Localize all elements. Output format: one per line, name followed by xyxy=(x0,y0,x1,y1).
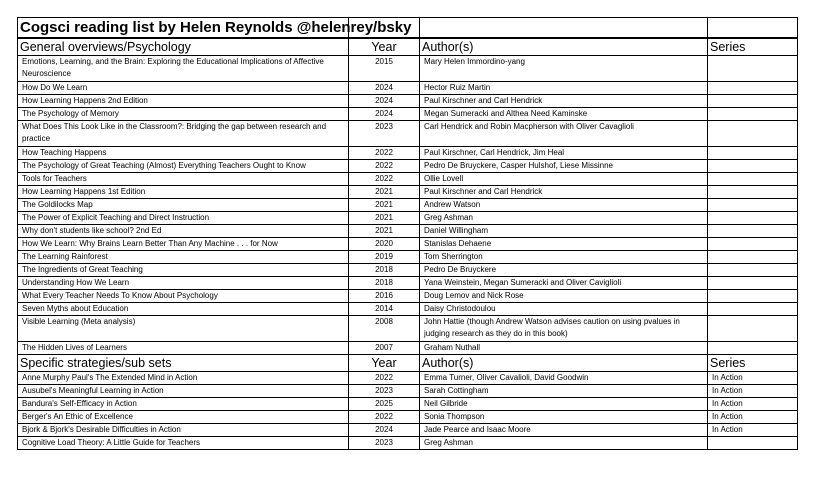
table-row xyxy=(18,424,798,437)
book-title-cell[interactable]: Understanding How We Learn xyxy=(18,277,349,290)
table-row xyxy=(18,316,798,342)
authors-cell[interactable]: Ollie Lovell xyxy=(420,173,708,186)
authors-cell[interactable]: Pedro De Bruyckere xyxy=(420,264,708,277)
table-row xyxy=(18,56,798,82)
sheet-title[interactable]: Cogsci reading list by Helen Reynolds @helenrey/bsky xyxy=(18,18,349,39)
table-row xyxy=(18,147,798,160)
series-cell[interactable]: In Action xyxy=(708,372,798,385)
year-cell[interactable]: 2020 xyxy=(349,238,420,251)
section-title[interactable]: General overviews/Psychology xyxy=(18,38,349,56)
authors-cell[interactable]: Tom Sherrington xyxy=(420,251,708,264)
book-title-cell[interactable]: Visible Learning (Meta analysis) xyxy=(18,316,349,342)
book-title-cell[interactable]: The Power of Explicit Teaching and Direct Instruction xyxy=(18,212,349,225)
authors-cell[interactable]: Emma Turner, Oliver Cavalioli, David Goodwin xyxy=(420,372,708,385)
section-title[interactable]: Specific strategies/sub sets xyxy=(18,355,349,372)
series-cell[interactable] xyxy=(708,290,798,303)
book-title-cell[interactable]: The Learning Rainforest xyxy=(18,251,349,264)
table-row xyxy=(18,385,798,398)
series-cell[interactable]: In Action xyxy=(708,398,798,411)
book-title-cell[interactable]: The Psychology of Memory xyxy=(18,108,349,121)
authors-column-header[interactable]: Author(s) xyxy=(420,38,708,56)
year-cell[interactable]: 2022 xyxy=(349,147,420,160)
series-cell[interactable] xyxy=(708,160,798,173)
book-title-cell[interactable]: Emotions, Learning, and the Brain: Exploring the Educational Implications of Affective Neuroscience xyxy=(18,56,349,82)
table-row xyxy=(18,199,798,212)
authors-cell[interactable]: Daisy Christodoulou xyxy=(420,303,708,316)
book-title-cell[interactable]: Bjork & Bjork's Desirable Difficulties in Action xyxy=(18,424,349,437)
series-cell[interactable] xyxy=(708,238,798,251)
book-title-cell[interactable]: How Teaching Happens xyxy=(18,147,349,160)
series-cell[interactable] xyxy=(708,82,798,95)
book-title-cell[interactable]: Bandura's Self-Efficacy in Action xyxy=(18,398,349,411)
reading-list-table xyxy=(17,17,798,450)
table-row xyxy=(18,95,798,108)
year-cell[interactable]: 2014 xyxy=(349,303,420,316)
book-title-cell[interactable]: Anne Murphy Paul's The Extended Mind in Action xyxy=(18,372,349,385)
table-row xyxy=(18,82,798,95)
table-row xyxy=(18,264,798,277)
year-cell[interactable]: 2024 xyxy=(349,424,420,437)
book-title-cell[interactable]: How Do We Learn xyxy=(18,82,349,95)
year-cell[interactable]: 2022 xyxy=(349,372,420,385)
authors-cell[interactable]: Andrew Watson xyxy=(420,199,708,212)
section-header-row xyxy=(18,355,798,372)
series-cell[interactable] xyxy=(708,173,798,186)
authors-column-header[interactable]: Author(s) xyxy=(420,355,708,372)
authors-cell[interactable]: Doug Lemov and Nick Rose xyxy=(420,290,708,303)
book-title-cell[interactable]: Cognitive Load Theory: A Little Guide for Teachers xyxy=(18,437,349,450)
title-row xyxy=(18,18,798,39)
table-row xyxy=(18,372,798,385)
book-title-cell[interactable]: What Does This Look Like in the Classroom?: Bridging the gap between research and practice xyxy=(18,121,349,147)
authors-cell[interactable]: Graham Nuthall xyxy=(420,342,708,355)
series-cell[interactable] xyxy=(708,437,798,450)
series-cell[interactable] xyxy=(708,212,798,225)
book-title-cell[interactable]: How We Learn: Why Brains Learn Better Than Any Machine . . . for Now xyxy=(18,238,349,251)
book-title-cell[interactable]: Berger's An Ethic of Excellence xyxy=(18,411,349,424)
authors-cell[interactable]: Pedro De Bruyckere, Casper Hulshof, Liese Missinne xyxy=(420,160,708,173)
table-row xyxy=(18,290,798,303)
series-cell[interactable] xyxy=(708,277,798,290)
book-title-cell[interactable]: Ausubel's Meaningful Learning in Action xyxy=(18,385,349,398)
series-cell[interactable]: In Action xyxy=(708,424,798,437)
book-title-cell[interactable]: The Ingredients of Great Teaching xyxy=(18,264,349,277)
series-cell[interactable] xyxy=(708,108,798,121)
authors-cell[interactable]: Hector Ruiz Martin xyxy=(420,82,708,95)
table-row xyxy=(18,108,798,121)
authors-cell[interactable]: Paul Kirschner and Carl Hendrick xyxy=(420,95,708,108)
book-title-cell[interactable]: The Goldilocks Map xyxy=(18,199,349,212)
table-row xyxy=(18,238,798,251)
series-cell[interactable] xyxy=(708,199,798,212)
table-row xyxy=(18,303,798,316)
table-row xyxy=(18,277,798,290)
book-title-cell[interactable]: The Psychology of Great Teaching (Almost) Everything Teachers Ought to Know xyxy=(18,160,349,173)
table-row xyxy=(18,173,798,186)
table-row xyxy=(18,225,798,238)
table-row xyxy=(18,212,798,225)
table-row xyxy=(18,398,798,411)
series-cell[interactable] xyxy=(708,342,798,355)
authors-cell[interactable]: Greg Ashman xyxy=(420,437,708,450)
series-cell[interactable]: In Action xyxy=(708,385,798,398)
authors-cell[interactable]: Daniel Willingham xyxy=(420,225,708,238)
series-column-header[interactable]: Series xyxy=(708,38,798,56)
authors-cell[interactable]: Megan Sumeracki and Althea Need Kaminske xyxy=(420,108,708,121)
authors-cell[interactable]: John Hattie (though Andrew Watson advises caution on using pvalues in judging research as they do in this book) xyxy=(420,316,708,342)
authors-cell[interactable]: Paul Kirschner, Carl Hendrick, Jim Heal xyxy=(420,147,708,160)
authors-cell[interactable]: Neil Gilbride xyxy=(420,398,708,411)
year-column-header[interactable]: Year xyxy=(349,38,420,56)
series-cell[interactable] xyxy=(708,303,798,316)
year-cell[interactable]: 2024 xyxy=(349,82,420,95)
year-cell[interactable]: 2024 xyxy=(349,108,420,121)
year-cell[interactable]: 2021 xyxy=(349,199,420,212)
authors-cell[interactable]: Mary Helen Immordino-yang xyxy=(420,56,708,82)
year-cell[interactable]: 2016 xyxy=(349,290,420,303)
series-cell[interactable] xyxy=(708,56,798,82)
year-cell[interactable]: 2023 xyxy=(349,385,420,398)
table-row xyxy=(18,437,798,450)
table-row xyxy=(18,186,798,199)
series-cell[interactable] xyxy=(708,264,798,277)
authors-cell[interactable]: Stanislas Dehaene xyxy=(420,238,708,251)
book-title-cell[interactable]: How Learning Happens 2nd Edition xyxy=(18,95,349,108)
year-cell[interactable]: 2023 xyxy=(349,121,420,147)
series-cell[interactable] xyxy=(708,121,798,147)
series-cell[interactable] xyxy=(708,316,798,342)
book-title-cell[interactable]: What Every Teacher Needs To Know About Psychology xyxy=(18,290,349,303)
series-cell[interactable] xyxy=(708,95,798,108)
year-cell[interactable]: 2021 xyxy=(349,186,420,199)
authors-cell[interactable]: Carl Hendrick and Robin Macpherson with Oliver Cavaglioli xyxy=(420,121,708,147)
authors-cell[interactable]: Greg Ashman xyxy=(420,212,708,225)
authors-cell[interactable]: Jade Pearce and Isaac Moore xyxy=(420,424,708,437)
year-cell[interactable]: 2021 xyxy=(349,212,420,225)
year-cell[interactable]: 2022 xyxy=(349,160,420,173)
table-row xyxy=(18,251,798,264)
year-cell[interactable]: 2007 xyxy=(349,342,420,355)
year-cell[interactable]: 2008 xyxy=(349,316,420,342)
table-row xyxy=(18,411,798,424)
year-cell[interactable]: 2022 xyxy=(349,411,420,424)
year-cell[interactable]: 2022 xyxy=(349,173,420,186)
series-cell[interactable] xyxy=(708,225,798,238)
year-cell[interactable]: 2019 xyxy=(349,251,420,264)
section-header-row xyxy=(18,38,798,56)
book-title-cell[interactable]: Why don't students like school? 2nd Ed xyxy=(18,225,349,238)
series-cell[interactable] xyxy=(708,251,798,264)
year-cell[interactable]: 2025 xyxy=(349,398,420,411)
series-cell[interactable]: In Action xyxy=(708,411,798,424)
year-cell[interactable]: 2024 xyxy=(349,95,420,108)
year-cell[interactable]: 2015 xyxy=(349,56,420,82)
authors-cell[interactable]: Paul Kirschner and Carl Hendrick xyxy=(420,186,708,199)
series-cell[interactable] xyxy=(708,186,798,199)
table-row xyxy=(18,160,798,173)
year-cell[interactable]: 2021 xyxy=(349,225,420,238)
year-cell[interactable]: 2018 xyxy=(349,277,420,290)
table-row xyxy=(18,121,798,147)
series-column-header[interactable]: Series xyxy=(708,355,798,372)
book-title-cell[interactable]: Seven Myths about Education xyxy=(18,303,349,316)
book-title-cell[interactable]: The Hidden Lives of Learners xyxy=(18,342,349,355)
spreadsheet xyxy=(17,17,797,489)
authors-cell[interactable]: Sarah Cottingham xyxy=(420,385,708,398)
authors-cell[interactable]: Yana Weinstein, Megan Sumeracki and Oliver Caviglioli xyxy=(420,277,708,290)
book-title-cell[interactable]: How Learning Happens 1st Edition xyxy=(18,186,349,199)
year-column-header[interactable]: Year xyxy=(349,355,420,372)
book-title-cell[interactable]: Tools for Teachers xyxy=(18,173,349,186)
authors-cell[interactable]: Sonia Thompson xyxy=(420,411,708,424)
year-cell[interactable]: 2023 xyxy=(349,437,420,450)
series-cell[interactable] xyxy=(708,147,798,160)
year-cell[interactable]: 2018 xyxy=(349,264,420,277)
table-row xyxy=(18,342,798,355)
